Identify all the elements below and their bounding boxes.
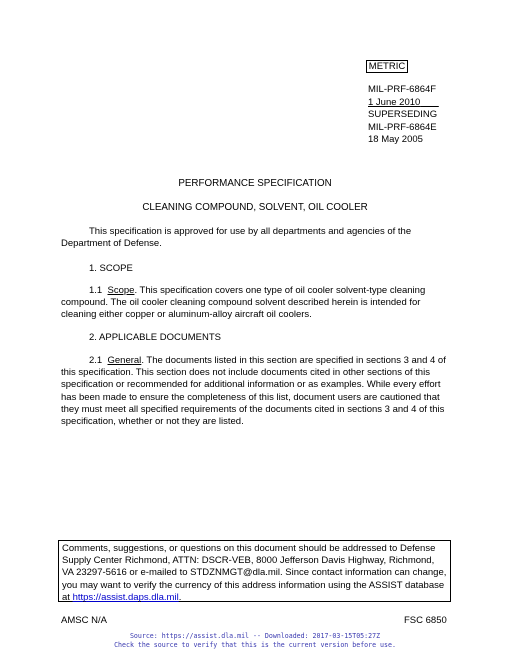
paragraph-2-1	[61, 355, 456, 428]
document-identifier-block	[368, 84, 439, 147]
comments-text: Comments, suggestions, or questions on this document should be addressed to Defense Supply Center Richmond, ATTN: DSCR-VEB, 8000 Jefferson Davis Highway, Richmond, VA 23297-5616 or e-mailed to STDZNMGT@dla.mil. Since contact information can change, you may want to verify the currency of this address information using the ASSIST database at	[62, 543, 447, 603]
verify-line: Check the source to verify that this is the current version before use.	[114, 640, 396, 649]
amsc-code: AMSC N/A	[61, 615, 107, 626]
spec-title: CLEANING COMPOUND, SOLVENT, OIL COOLER	[142, 202, 368, 213]
doc-date: 1 June 2010	[368, 96, 421, 108]
section-2-heading: 2. APPLICABLE DOCUMENTS	[89, 332, 221, 343]
assist-database-link[interactable]: https://assist.daps.dla.mil	[72, 591, 179, 603]
paragraph-number: 2.1	[89, 355, 103, 366]
paragraph-text: . The documents listed in this section are specified in sections 3 and 4 of this specification. This section does not include documents cited in other sections of this specification or recommended for additional information or as examples. While every effort has been made to ensure the completeness of this list, document users are cautioned that they must meet all specified requirements of the documents cited in sections 3 and 4 of this specification, whether or not they are listed.	[61, 355, 446, 428]
paragraph-title: Scope	[107, 285, 135, 296]
paragraph-title: General	[107, 355, 142, 366]
metric-label: METRIC	[366, 60, 408, 73]
approval-statement: This specification is approved for use by all departments and agencies of the Department of Defense.	[61, 226, 412, 250]
paragraph-1-1	[61, 285, 456, 322]
spec-type-title: PERFORMANCE SPECIFICATION	[178, 178, 332, 189]
download-source-notice	[0, 632, 510, 649]
paragraph-number: 1.1	[89, 285, 103, 296]
comments-box: Comments, suggestions, or questions on this document should be addressed to Defense Supply Center Richmond, ATTN: DSCR-VEB, 8000 Jefferson Davis Highway, Richmond, VA 23297-5616 or e-mailed to STDZNMGT@dla.mil. Since contact information can change, you may want to verify the currency of this address information using the ASSIST database at https://assist.daps.dla.mil.	[58, 540, 451, 602]
section-1-heading: 1. SCOPE	[89, 263, 133, 274]
superseding-label: SUPERSEDING	[368, 109, 438, 120]
doc-number: MIL-PRF-6864F	[368, 84, 437, 95]
fsc-code: FSC 6850	[404, 615, 447, 626]
superseded-number: MIL-PRF-6864E	[368, 121, 437, 133]
superseded-date: 18 May 2005	[368, 134, 423, 145]
source-line: Source: https://assist.dla.mil -- Downloaded: 2017-03-15T05:27Z	[129, 632, 381, 640]
paragraph-text: . This specification covers one type of oil cooler solvent-type cleaning compound. The oil cooler cleaning compound solvent described herein is intended for cleaning either copper or aluminum-alloy aircraft oil coolers.	[61, 285, 426, 321]
